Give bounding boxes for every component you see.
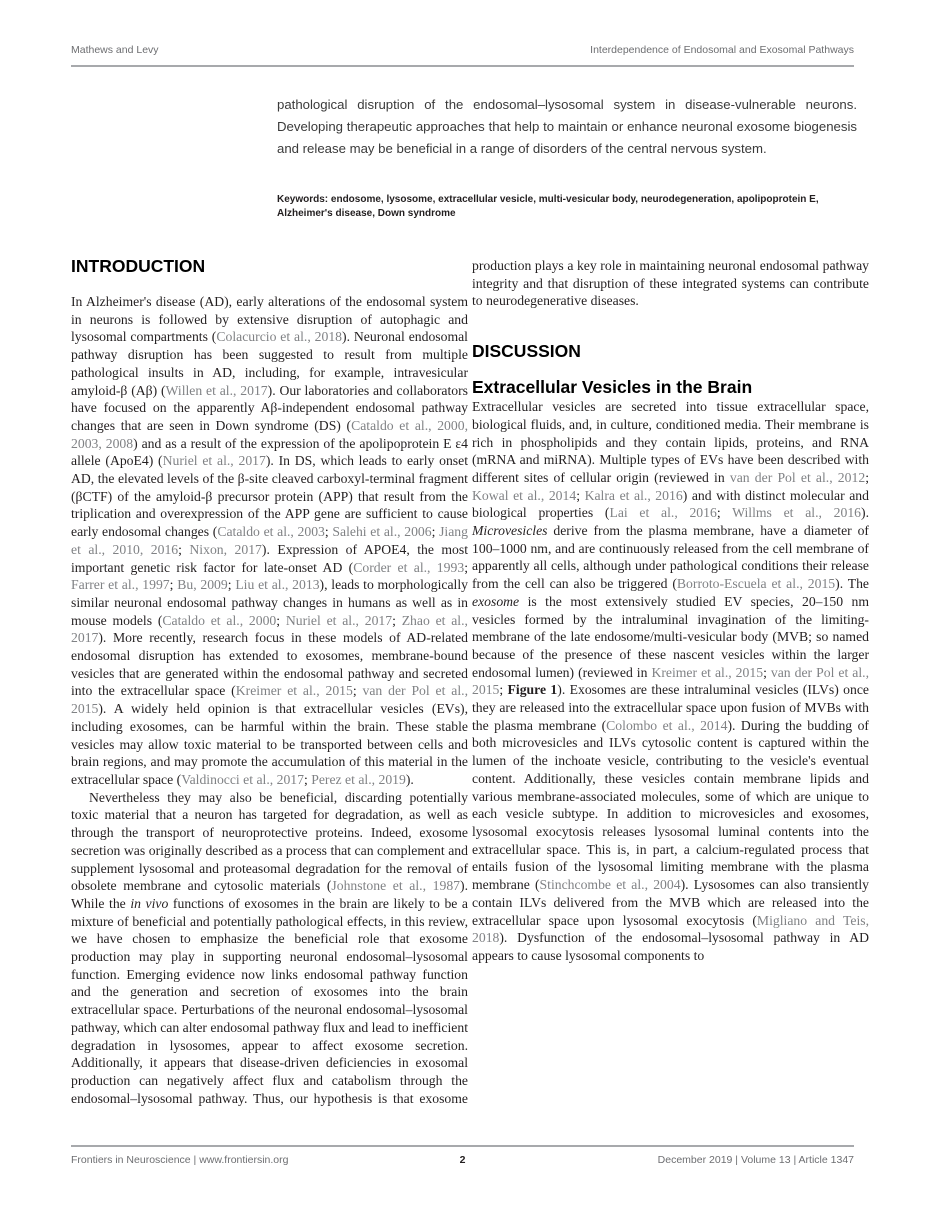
text: ). While the [71, 878, 468, 911]
citation-link[interactable]: Kreimer et al., 2015 [235, 683, 353, 699]
separator: ; [499, 682, 508, 698]
italic-term: exosome [472, 593, 520, 609]
text: ) and with distinct molecular and biological properties ( [472, 487, 869, 521]
separator: ; [303, 771, 312, 787]
citation-link[interactable]: Nuriel et al., 2017 [162, 453, 266, 469]
citation-link[interactable]: Cataldo et al., 2000 [162, 612, 277, 628]
text: Nevertheless they may also be beneficial, discarding potentially toxic material that a neuron has targeted for degradation, as well as through the transport of neuroprotective proteins. Indeed, exosome secretion was originally described as a process that can complement and supplement lysosomal and proteasomal degradation for the removal of obsolete membrane and cytosolic materials ( [71, 789, 468, 894]
header-rule [71, 65, 854, 67]
citation-link[interactable]: Kowal et al., 2014 [472, 487, 577, 503]
header-authors: Mathews and Levy [71, 44, 159, 56]
citation-link[interactable]: Cataldo et al., 2003 [217, 524, 325, 540]
citation-link[interactable]: Colacurcio et al., 2018 [216, 329, 343, 345]
left-column [71, 255, 468, 1107]
subsection-heading: Extracellular Vesicles in the Brain [472, 377, 753, 398]
citation-link[interactable]: Bu, 2009 [177, 577, 228, 593]
keywords-label: Keywords: [277, 194, 329, 205]
separator: ; [865, 469, 869, 485]
citation-link[interactable]: van der Pol et al., 2015 [71, 683, 468, 717]
text: derive from the plasma membrane, have a diameter of 100–1000 nm, and are continuously released from the cell membrane of apparently all cells, although under pathological conditions their release from the cell can also be triggered ( [472, 523, 869, 592]
keywords-text: endosome, lysosome, extracellular vesicle, multi-vesicular body, neurodegeneration, apolipoprotein E, Alzheimer's disease, Down syndrome [277, 194, 819, 219]
citation-link[interactable]: Corder et al., 1993 [353, 559, 465, 575]
citation-link[interactable]: Colombo et al., 2014 [606, 717, 728, 733]
text: ). [861, 505, 869, 521]
citation-link[interactable]: Kreimer et al., 2015 [651, 664, 764, 680]
citation-link[interactable]: Liu et al., 2013 [235, 577, 320, 593]
page-footer [71, 1154, 854, 1170]
citation-link[interactable]: Migliano and Teis, 2018 [472, 912, 869, 946]
citation-link[interactable]: van der Pol et al., 2015 [472, 664, 869, 698]
text: ). A widely held opinion is that extracellular vesicles (EVs), including exosomes, can be harmful within the brain. These stable vesicles may allow toxic material to be transported between cells and brain regions, and may promote the accumulation of this material in the extracellular space ( [71, 701, 468, 787]
citation-link[interactable]: Jiang et al., 2010, 2016 [71, 524, 468, 557]
text: ). In DS, which leads to early onset AD, the elevated levels of the β-site cleaved carboxyl-terminal fragment (βCTF) of the amyloid-β precursor protein (APP) that result from the triplication and overexpression of the APP gene are sufficient to cause early endosomal changes ( [71, 453, 468, 540]
citation-link[interactable]: Kalra et al., 2016 [584, 487, 683, 503]
separator: ; [716, 505, 733, 521]
separator: ; [324, 524, 333, 540]
footer-issue: December 2019 | Volume 13 | Article 1347 [657, 1154, 854, 1166]
intro-continuation [472, 257, 869, 310]
italic-term: in vivo [130, 895, 169, 911]
citation-link[interactable]: Johnstone et al., 1987 [331, 878, 461, 894]
citation-link[interactable]: Stinchcombe et al., 2004 [539, 877, 681, 893]
text: ) and as a result of the expression of the apolipoprotein E ε4 allele (ApoE4) ( [71, 435, 469, 469]
discussion-paragraph-1 [472, 398, 869, 965]
abstract-text: pathological disruption of the endosomal–lysosomal system in disease-vulnerable neurons. Developing therapeutic approaches that help to maintain or enhance neuronal exosome biogenesis and release may be beneficial in a range of disorders of the central nervous system. [277, 97, 857, 156]
text: ). Neuronal endosomal pathway disruption has been suggested to result from multiple pathological insults in AD, including, for example, intravesicular amyloid-β (Aβ) ( [71, 329, 468, 398]
text: ). Exosomes are these intraluminal vesicles (ILVs) once they are released into the extracellular space upon fusion of MVBs with the plasma membrane ( [472, 682, 869, 733]
text: ). During the budding of both microvesicles and ILVs cytosolic content is captured within the lumen of the inchoate vesicle, contributing to the vesicle's eventual content. Additionally, these vesicles contain membrane lipids and various membrane-associated molecules, some of which are unique to each vesicle subtype. In addition to microvesicles and exosomes, lysosomal exocytosis releases lysosomal luminal contents into the extracellular space. This is, in part, a calcium-regulated process that entails fusion of the lysosomal limiting membrane with the plasma membrane ( [472, 717, 869, 893]
header-running-title: Interdependence of Endosomal and Exosomal Pathways [590, 44, 854, 56]
separator: ; [352, 683, 363, 699]
abstract [277, 94, 857, 160]
citation-link[interactable]: Nixon, 2017 [189, 541, 262, 557]
text: ). Our laboratories and collaborators have focused on the apparently Aβ-independent endosomal pathway changes that are seen in Down syndrome (DS) ( [71, 382, 468, 433]
citation-link[interactable]: Borroto-Escuela et al., 2015 [676, 576, 836, 592]
text: Extracellular vesicles are secreted into tissue extracellular space, biological fluids, and, in culture, conditioned media. Their membrane is rich in phospholipids and they contain lipids, proteins, and RNA (mRNA and miRNA). Multiple types of EVs have been described with different sites of cellular origin (reviewed in [472, 399, 869, 485]
text: ). Dysfunction of the endosomal–lysosomal pathway in AD appears to cause lysosomal components to [472, 930, 869, 963]
italic-term: Microvesicles [472, 523, 548, 539]
discussion-heading: DISCUSSION [472, 341, 581, 362]
introduction-heading: INTRODUCTION [71, 256, 206, 276]
citation-link[interactable]: Perez et al., 2019 [311, 771, 406, 787]
citation-link[interactable]: Valdinocci et al., 2017 [181, 771, 304, 787]
running-header [71, 44, 854, 60]
separator: ; [392, 612, 402, 628]
separator: ; [576, 487, 585, 503]
figure-link[interactable]: Figure 1 [507, 682, 558, 698]
separator: ; [431, 524, 440, 540]
text: functions of exosomes in the brain are likely to be a mixture of beneficial and potentially pathological effects, in this review, we have chosen to emphasize the beneficial role that exosome production may play in supporting neuronal endosomal–lysosomal function. Emerging evidence now links endosomal pathway function and the generation and secretion of exosomes into the brain extracellular space. Perturbations of the neuronal endosomal–lysosomal pathway, which can alter endosomal pathway flux and lead to inefficient degradation in lysosomes, appear to affect exosome secretion. Additionally, it appears that disease-driven deficiencies in exosomal production can negatively affect flux and catabolism through the endosomal–lysosomal pathway. Thus, our hypothesis is that exosome [71, 895, 469, 1106]
page-number: 2 [459, 1154, 466, 1166]
separator: ; [763, 664, 771, 680]
text: ). Lysosomes can also transiently contain ILVs delivered from the MVB which are released into the extracellular space upon lysosomal exocytosis ( [472, 877, 870, 928]
text: ). More recently, research focus in these models of AD-related endosomal disruption has extended to exosomes, membrane-bound vesicles that are generated within the endosomal pathway and secreted into the extracellular space ( [71, 630, 468, 699]
text: ). The [835, 576, 869, 592]
citation-link[interactable]: Willms et al., 2016 [732, 505, 862, 521]
footer-rule [71, 1145, 854, 1147]
separator: ; [464, 559, 468, 575]
text: ). Expression of APOE4, the most important genetic risk factor for late-onset AD ( [71, 541, 468, 575]
right-column [472, 257, 869, 965]
separator: ; [178, 541, 190, 557]
citation-link[interactable]: Willen et al., 2017 [165, 382, 268, 398]
intro-paragraph-2 [71, 789, 468, 1108]
citation-link[interactable]: Salehi et al., 2006 [332, 524, 432, 540]
intro-paragraph-1 [71, 293, 468, 789]
footer-journal: Frontiers in Neuroscience | www.frontiersin.org [71, 1154, 289, 1166]
citation-link[interactable]: Lai et al., 2016 [609, 505, 717, 521]
separator: ; [227, 577, 236, 593]
citation-link[interactable]: Cataldo et al., 2000, 2003, 2008 [71, 417, 468, 451]
text: ). [405, 771, 414, 787]
citation-link[interactable]: Zhao et al., 2017 [71, 612, 468, 646]
citation-link[interactable]: van der Pol et al., 2012 [729, 469, 866, 485]
text: ), leads to morphologically similar neuronal endosomal pathway changes in humans as well as in mouse models ( [71, 577, 469, 628]
text: In Alzheimer's disease (AD), early alterations of the endosomal system in neurons is followed by extensive disruption of autophagic and lysosomal compartments ( [71, 294, 468, 345]
intro-paragraph-2-continued: production plays a key role in maintaining neuronal endosomal pathway integrity and that disruption of these integrated systems can contribute to neurodegenerative diseases. [472, 258, 869, 309]
text: is the most extensively studied EV species, 20–150 nm vesicles formed by the intraluminal invagination of the limiting-membrane of the late endosome/multi-vesicular body (MVB; so named because of the presence of these nascent vesicles within the larger endosomal lumen) (reviewed in [472, 593, 869, 680]
citation-link[interactable]: Nuriel et al., 2017 [285, 612, 393, 628]
keywords [277, 193, 857, 221]
citation-link[interactable]: Farrer et al., 1997 [71, 577, 170, 593]
separator: ; [169, 577, 178, 593]
separator: ; [276, 612, 286, 628]
